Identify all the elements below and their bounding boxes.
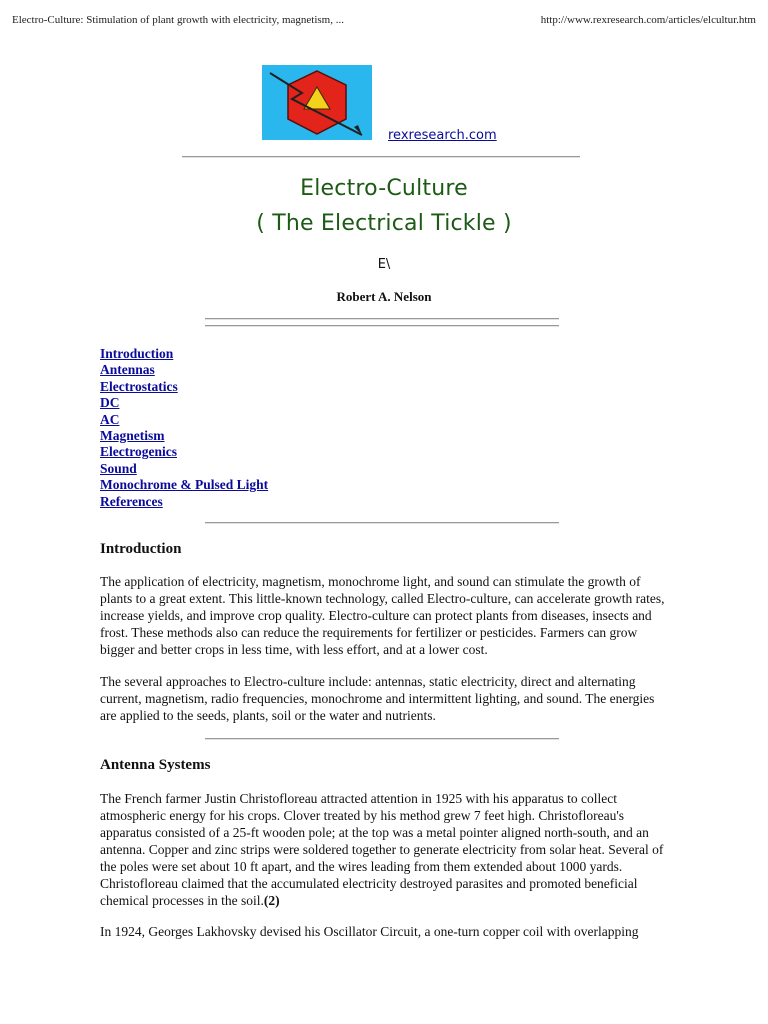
section-heading-introduction: Introduction xyxy=(100,541,182,557)
rexresearch-logo[interactable] xyxy=(262,65,372,140)
page-title: Electro-Culture xyxy=(300,176,468,201)
toc-link-electrogenics[interactable]: Electrogenics xyxy=(100,444,177,460)
table-of-contents xyxy=(100,346,268,510)
antenna-paragraph-2: In 1924, Georges Lakhovsky devised his Oscillator Circuit, a one-turn copper coil with overlapping xyxy=(100,924,639,939)
toc-link-ac[interactable]: AC xyxy=(100,411,120,427)
page-subtitle: ( The Electrical Tickle ) xyxy=(256,211,512,236)
toc-link-magnetism[interactable]: Magnetism xyxy=(100,428,165,444)
rexresearch-link[interactable]: rexresearch.com xyxy=(388,128,497,143)
toc-link-introduction[interactable]: Introduction xyxy=(100,346,174,361)
print-header-url: http://www.rexresearch.com/articles/elcultur.htm xyxy=(540,14,756,26)
divider xyxy=(205,325,559,327)
toc-link-electrostatics[interactable]: Electrostatics xyxy=(100,378,178,394)
author-name: Robert A. Nelson xyxy=(336,289,432,304)
toc-link-dc[interactable]: DC xyxy=(100,395,120,411)
print-header-title: Electro-Culture: Stimulation of plant growth with electricity, magnetism, ... xyxy=(12,14,344,26)
divider xyxy=(182,156,580,158)
section-heading-antenna-systems: Antenna Systems xyxy=(100,757,211,773)
toc-link-monochrome-pulsed-light[interactable]: Monochrome & Pulsed Light xyxy=(100,477,269,493)
introduction-paragraph-1: The application of electricity, magnetism, monochrome light, and sound can stimulate the growth of plants to a great extent. This little-known technology, called Electro-culture, can accelerate growth rates, increase yields, and improve crop quality. Electro-culture can protect plants from diseases, insects and frost. These methods also can reduce the requirements for fertilizer or pesticides. Farmers can grow bigger and better crops in less time, with less effort, and at a lower cost. xyxy=(100,574,665,657)
reference-marker: (2) xyxy=(263,893,280,908)
antenna-paragraph-1-text: The French farmer Justin Christofloreau attracted attention in 1925 with his apparatus to collect atmospheric energy for his crops. Clover treated by his method grew 7 feet high. Christofloreau's apparatus consisted of a 25-ft wooden pole; at the top was a metal pointer aligned north-south, and an antenna. Copper and zinc strips were soldered together to generate electricity from solar heat. Several of the poles were set about 10 ft apart, and the wires leading from them extended about 1000 yards. Christofloreau claimed that the accumulated electricity destroyed parasites and promoted beneficial chemical processes in the soil. xyxy=(100,791,664,908)
toc-link-antennas[interactable]: Antennas xyxy=(100,362,155,378)
divider xyxy=(205,522,559,524)
divider xyxy=(205,738,559,740)
toc-link-sound[interactable]: Sound xyxy=(100,460,137,476)
divider xyxy=(205,318,559,320)
title-glyph: E\ xyxy=(377,257,391,272)
introduction-paragraph-2: The several approaches to Electro-culture include: antennas, static electricity, direct and alternating current, magnetism, radio frequencies, monochrome and intermittent lighting, and sound. The energies are applied to the seeds, plants, soil or the water and nutrients. xyxy=(100,674,655,723)
antenna-paragraph-1 xyxy=(100,790,670,909)
toc-link-references[interactable]: References xyxy=(100,493,163,509)
